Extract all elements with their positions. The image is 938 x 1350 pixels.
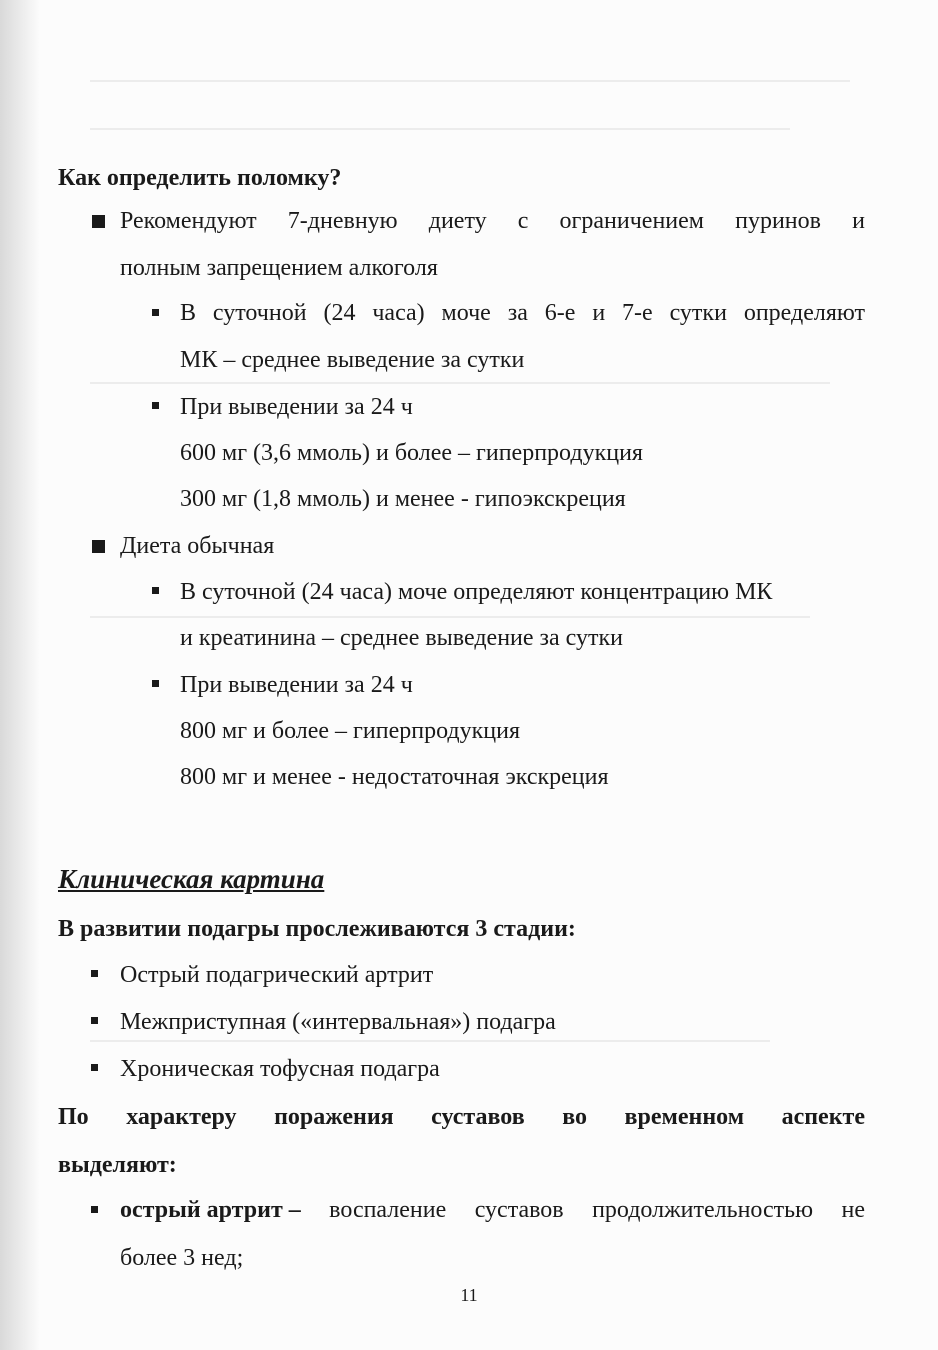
bleed-through: [90, 1040, 770, 1042]
word: По: [58, 1104, 89, 1130]
small-square-bullet-icon: [91, 1017, 98, 1024]
item-diet-restriction-line2: полным запрещением алкоголя: [120, 255, 438, 281]
heading-stages: В развитии подагры прослеживаются 3 стадии:: [58, 916, 576, 942]
word: за: [507, 300, 528, 326]
stage-item: Межприступная («интервальная») подагра: [120, 1009, 556, 1035]
word: (24: [323, 300, 356, 326]
bleed-through: [90, 616, 810, 618]
small-square-bullet-icon: [152, 680, 159, 687]
item-diet-restriction-line1: [120, 206, 865, 236]
acute-arthritis-line1: [120, 1195, 865, 1225]
sub-daily-urine-line2: МК – среднее выведение за сутки: [180, 347, 525, 373]
word: аспекте: [781, 1104, 865, 1130]
small-square-bullet-icon: [91, 970, 98, 977]
word: с: [517, 208, 529, 234]
word: временном: [624, 1104, 745, 1130]
word: не: [841, 1197, 865, 1223]
threshold-hypoexcretion: 300 мг (1,8 ммоль) и менее - гипоэкскреция: [180, 486, 626, 512]
page-number: 11: [460, 1285, 478, 1305]
small-square-bullet-icon: [91, 1206, 98, 1213]
word: воспаление: [329, 1197, 447, 1223]
sub-concentration-line1: В суточной (24 часа) моче определяют концентрацию МК: [180, 579, 773, 605]
bleed-through: [90, 80, 850, 82]
word: во: [562, 1104, 587, 1130]
acute-arthritis-line2: более 3 нед;: [120, 1245, 244, 1271]
word: 7-е: [622, 300, 653, 326]
word: характеру: [126, 1104, 237, 1130]
stage-item: Хроническая тофусная подагра: [120, 1056, 440, 1082]
threshold-hyperproduction: 600 мг (3,6 ммоль) и более – гиперпродукция: [180, 440, 643, 466]
sub-excretion-24h-normal: При выведении за 24 ч: [180, 672, 413, 698]
word: поражения: [274, 1104, 394, 1130]
item-normal-diet: Диета обычная: [120, 533, 275, 559]
square-bullet-icon: [92, 540, 105, 553]
bleed-through: [90, 382, 830, 384]
threshold-insufficient-excretion: 800 мг и менее - недостаточная экскреция: [180, 764, 609, 790]
word: продолжительностью: [592, 1197, 814, 1223]
small-square-bullet-icon: [152, 402, 159, 409]
word: 7-дневную: [287, 208, 398, 234]
word: пуринов: [735, 208, 821, 234]
section-title-clinical-picture: Клиническая картина: [58, 864, 325, 894]
square-bullet-icon: [92, 215, 105, 228]
small-square-bullet-icon: [152, 587, 159, 594]
scan-edge-shadow: [0, 0, 40, 1350]
word: суставов: [431, 1104, 525, 1130]
word: и: [852, 208, 865, 234]
word: В: [180, 300, 197, 326]
heading-aspect-line2: выделяют:: [58, 1152, 177, 1178]
acute-arthritis-term: острый артрит –: [120, 1197, 301, 1223]
sub-concentration-line2: и креатинина – среднее выведение за сутки: [180, 625, 623, 651]
word: 6-е: [544, 300, 576, 326]
word: сутки: [669, 300, 727, 326]
word: суставов: [474, 1197, 564, 1223]
stage-item: Острый подагрический артрит: [120, 962, 434, 988]
word: ограничением: [559, 208, 704, 234]
small-square-bullet-icon: [91, 1064, 98, 1071]
small-square-bullet-icon: [152, 309, 159, 316]
word: часа): [372, 300, 425, 326]
word: определяют: [743, 300, 865, 326]
word: Рекомендуют: [120, 208, 257, 234]
bleed-through: [90, 128, 790, 130]
heading-how-to-detect: Как определить поломку?: [58, 165, 342, 191]
word: моче: [441, 300, 491, 326]
sub-excretion-24h: При выведении за 24 ч: [180, 394, 413, 420]
word: суточной: [212, 300, 307, 326]
word: диету: [428, 208, 487, 234]
heading-aspect-line1: [58, 1102, 865, 1132]
word: и: [592, 300, 606, 326]
threshold-hyperproduction-normal: 800 мг и более – гиперпродукция: [180, 718, 520, 744]
sub-daily-urine-line1: [180, 298, 865, 328]
